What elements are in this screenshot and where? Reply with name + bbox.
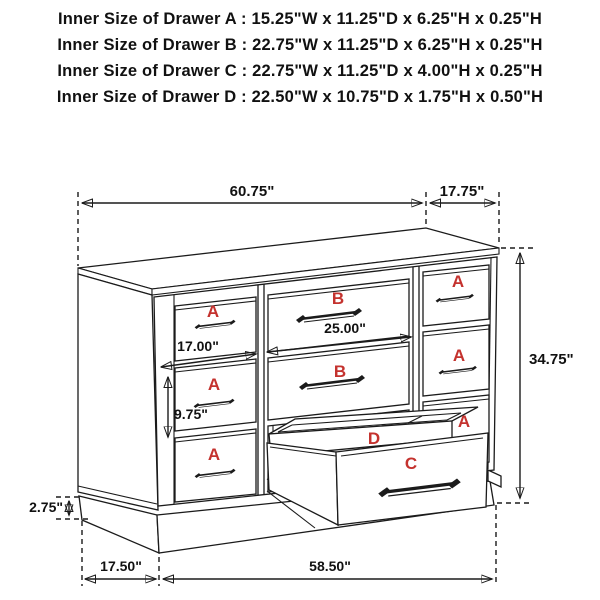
drawer-a-left-bottom	[175, 429, 256, 502]
dim-top-width-value: 60.75"	[229, 183, 275, 200]
spec-line-drawer-c: Inner Size of Drawer C : 22.75"W x 11.25"D x 4.00"H x 0.25"H	[57, 62, 543, 80]
label-a-left-mid: A	[207, 375, 221, 394]
spec-line-drawer-b: Inner Size of Drawer B : 22.75"W x 11.25"D x 6.25"H x 0.25"H	[57, 36, 543, 54]
spec-line-drawer-a: Inner Size of Drawer A : 15.25"W x 11.25"D x 6.25"H x 0.25"H	[57, 10, 543, 28]
dim-overall-height-value: 34.75"	[529, 351, 574, 368]
label-a-left-bottom: A	[207, 445, 221, 464]
label-d: D	[367, 429, 381, 448]
side-panel-left	[78, 274, 158, 510]
label-a-right-top: A	[451, 272, 465, 291]
dimension-overall-height	[497, 248, 574, 503]
label-b-mid: B	[333, 362, 347, 381]
dim-drawer-b-width-value: 25.00"	[324, 320, 366, 336]
dim-base-height-value: 2.75"	[29, 499, 63, 515]
label-a-right-mid: A	[452, 346, 466, 365]
label-a-left-top: A	[206, 302, 220, 321]
spec-line-drawer-d: Inner Size of Drawer D : 22.50"W x 10.75"D x 1.75"H x 0.50"H	[56, 88, 544, 106]
dim-top-depth-value: 17.75"	[439, 183, 485, 200]
dim-base-front-width-value: 58.50"	[309, 558, 351, 574]
label-c: C	[404, 454, 418, 473]
label-a-right-bottom: A	[457, 412, 471, 431]
dim-drawer-a-width-value: 17.00"	[177, 338, 219, 354]
label-b-top: B	[331, 289, 345, 308]
dim-drawer-a-height-value: 9.75"	[174, 406, 208, 422]
dim-base-depth-value: 17.50"	[100, 558, 142, 574]
